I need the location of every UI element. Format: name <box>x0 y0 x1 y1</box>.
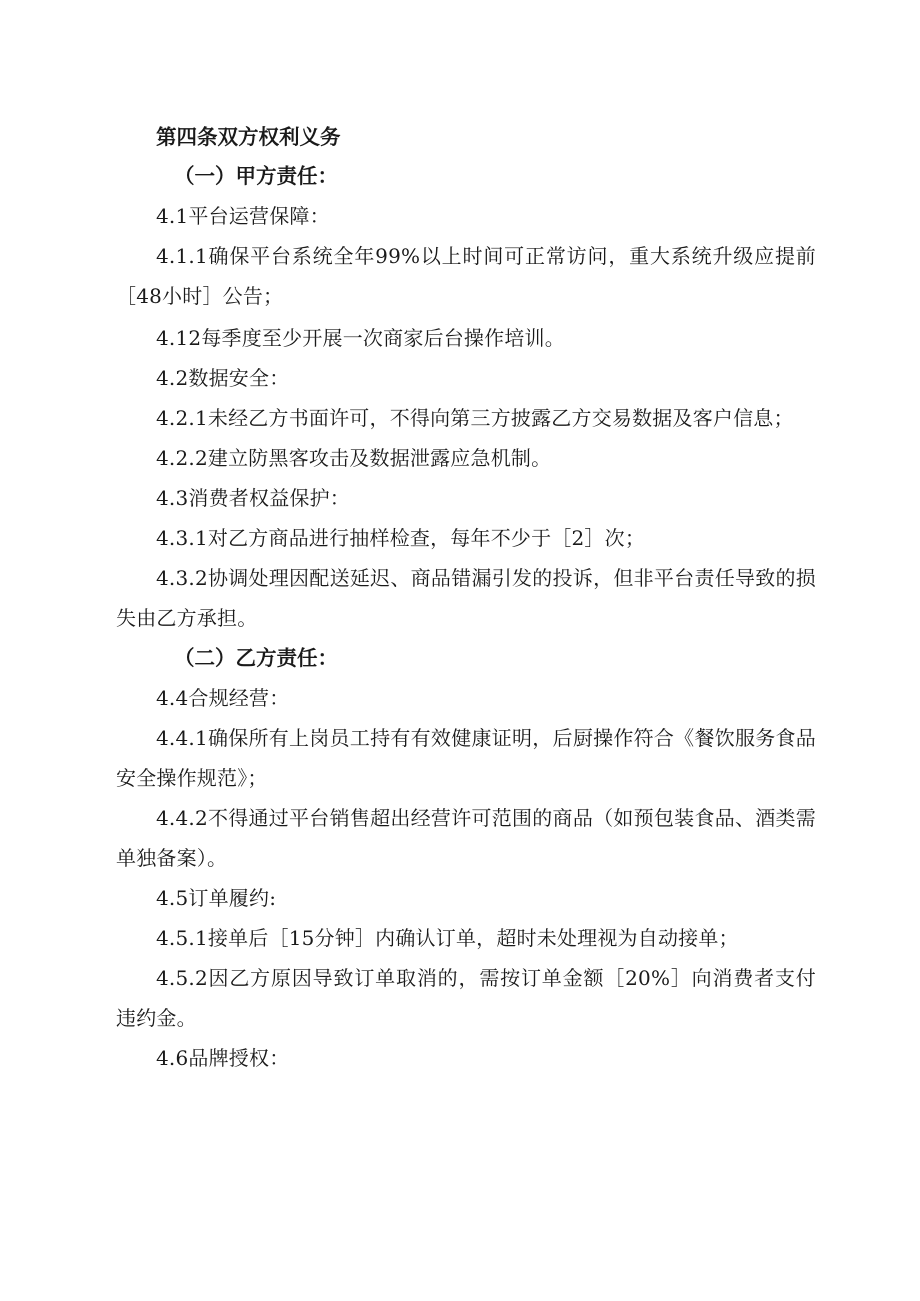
clause-4-4-1: 4.4.1确保所有上岗员工持有有效健康证明，后厨操作符合《餐饮服务食品安全操作规范》； <box>116 726 816 790</box>
clause-4-1-2: 4.12每季度至少开展一次商家后台操作培训。 <box>156 326 565 350</box>
section-b-title: （二）乙方责任： <box>174 646 338 670</box>
clause-4-2-1: 4.2.1未经乙方书面许可，不得向第三方披露乙方交易数据及客户信息； <box>156 406 794 430</box>
clause-4-5: 4.5订单履约: <box>156 886 277 910</box>
clause-4-1-1: 4.1.1确保平台系统全年99%以上时间可正常访问，重大系统升级应提前［48小时］公告； <box>116 244 816 308</box>
clause-4-2-2: 4.2.2建立防黑客攻击及数据泄露应急机制。 <box>156 446 552 470</box>
clause-4-4: 4.4合规经营： <box>156 686 290 710</box>
article-title: 第四条双方权利义务 <box>156 125 341 149</box>
clause-4-3-2: 4.3.2协调处理因配送延迟、商品错漏引发的投诉，但非平台责任导致的损失由乙方承担。 <box>116 566 816 630</box>
clause-4-2: 4.2数据安全： <box>156 366 290 390</box>
clause-4-1: 4.1平台运营保障： <box>156 204 330 228</box>
clause-4-4-2: 4.4.2不得通过平台销售超出经营许可范围的商品（如预包装食品、酒类需单独备案）。 <box>116 806 816 870</box>
section-a-title: （一）甲方责任： <box>174 164 338 188</box>
clause-4-5-1: 4.5.1接单后［15分钟］内确认订单，超时未处理视为自动接单； <box>156 926 739 950</box>
clause-4-3-1: 4.3.1对乙方商品进行抽样检查，每年不少于［2］次； <box>156 526 646 550</box>
document-body <box>116 118 816 1078</box>
clause-4-3: 4.3消费者权益保护： <box>156 486 351 510</box>
clause-4-5-2: 4.5.2因乙方原因导致订单取消的，需按订单金额［20%］向消费者支付违约金。 <box>116 966 816 1030</box>
clause-4-6: 4.6品牌授权： <box>156 1046 290 1070</box>
